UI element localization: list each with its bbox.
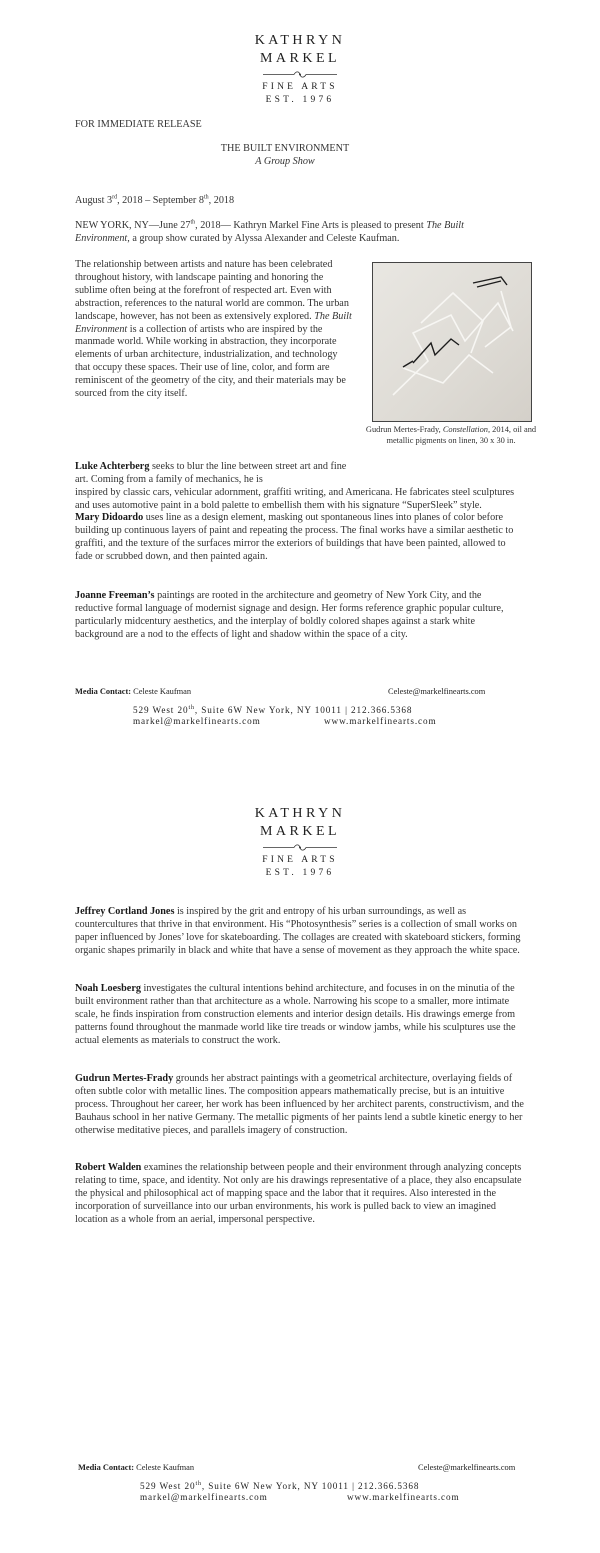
artist-name-robert: Robert Walden xyxy=(75,1162,142,1173)
intro-paragraph: NEW YORK, NY—June 27th, 2018— Kathryn Markel Fine Arts is pleased to present The Built Environment, a group show curated by Alyssa Alexander and Celeste Kaufman. xyxy=(75,219,464,244)
logo-line-fine-arts: FINE ARTS xyxy=(262,82,338,92)
gallery-website[interactable]: www.markelfinearts.com xyxy=(347,1492,460,1502)
logo-line-kathryn: KATHRYN xyxy=(254,33,346,48)
show-title-block xyxy=(0,143,570,169)
logo-flourish-icon xyxy=(263,70,337,79)
logo-line-est: EST. 1976 xyxy=(265,95,335,105)
artist-noah-loesberg: Noah Loesberg investigates the cultural intentions behind architecture, and focuses in on the minutia of the built environment rather than that architecture as a whole. Narrowing his scope to a smaller, more intimate scale, he finds inspiration from construction elements and interior design details. His drawings emerge from patterns found throughout the manmade world like tire treads or window jambs, while his sculptures use the actual elements as materials to construct the work. xyxy=(75,983,516,1046)
release-label: FOR IMMEDIATE RELEASE xyxy=(75,119,202,130)
logo-line-est: EST. 1976 xyxy=(265,868,335,878)
artist-name-mary: Mary Didoardo xyxy=(75,512,144,523)
show-dates: August 3rd, 2018 – September 8th, 2018 xyxy=(75,194,235,206)
gallery-mail[interactable]: markel@markelfinearts.com xyxy=(140,1492,268,1502)
logo-line-kathryn: KATHRYN xyxy=(254,806,346,821)
constellation-painting-icon xyxy=(373,263,531,421)
artist-name-noah: Noah Loesberg xyxy=(75,983,141,994)
artist-name-jeffrey: Jeffrey Cortland Jones xyxy=(75,906,175,917)
artist-name-luke: Luke Achterberg xyxy=(75,461,150,472)
gallery-mail[interactable]: markel@markelfinearts.com xyxy=(133,716,261,726)
artist-gudrun-mertes-frady: Gudrun Mertes-Frady grounds her abstract paintings with a geometrical architecture, overlaying fields of often subtle color with metallic lines. The composition appears mathematically precise, but is an intuitive process. Throughout her career, her work has been influenced by her architect parents, constructivism, and the Bauhaus school in her native Germany. The metallic pigments of her paints lend a subtle kinetic energy to her otherwise meditative pieces, and parallels imagery of construction. xyxy=(75,1073,524,1136)
artist-robert-walden: Robert Walden examines the relationship between people and their environment through analyzing concepts relating to time, space, and identity. Not only are his drawings representative of a place, they also encapsulate the physical and philosophical act of mapping space and the labor that it requires. Also interested in the incorporation of surveillance into our urban environments, his work is pulled back to view an imagined location as a whole from an aerial, impersonal perspective. xyxy=(75,1162,522,1225)
page-2 xyxy=(0,777,600,1553)
gallery-address: 529 West 20th, Suite 6W New York, NY 10011 | 212.366.5368 xyxy=(133,704,413,715)
nature-paragraph: The relationship between artists and nature has been celebrated throughout history, with landscape painting and honoring the sublime often being at the forefront of respected art. Even with abstraction, references to the natural world are common. The urban landscape, however, has not been as extensively explored. The Built Environment is a collection of artists who are inspired by the manmade world. While working in abstraction, they incorporate elements of urban architecture, industrialization, and technology that occupy these spaces. Their use of line, color, and form are reminiscent of the geometry of the city, and their materials may be sourced from the city itself. xyxy=(75,259,352,400)
artwork-constellation xyxy=(372,262,532,422)
media-contact: Media Contact: Celeste Kaufman xyxy=(78,1463,195,1472)
logo-flourish-icon xyxy=(263,843,337,852)
artist-name-joanne: Joanne Freeman’s xyxy=(75,590,155,601)
page-1 xyxy=(0,0,600,760)
artist-name-gudrun: Gudrun Mertes-Frady xyxy=(75,1073,174,1084)
logo-line-fine-arts: FINE ARTS xyxy=(262,855,338,865)
logo-line-markel: MARKEL xyxy=(259,51,341,66)
gallery-address: 529 West 20th, Suite 6W New York, NY 10011 | 212.366.5368 xyxy=(140,1480,420,1491)
contact-email[interactable]: Celeste@markelfinearts.com xyxy=(388,687,486,696)
gallery-logo xyxy=(0,32,600,107)
show-subtitle: A Group Show xyxy=(255,155,315,167)
media-contact: Media Contact: Celeste Kaufman xyxy=(75,687,192,696)
gallery-logo-page2 xyxy=(0,805,600,880)
artist-jeffrey-cortland-jones: Jeffrey Cortland Jones is inspired by the grit and entropy of his urban surroundings, as well as countercultures that thrive in that environment. His “Photosynthesis” series is a collection of small works on paper influenced by Jones’ love for skateboarding. The collages are created with skateboard stickers, forming organic shapes primarily in black and white that have a sense of movement as they approach the white space. xyxy=(75,906,521,956)
artist-joanne-freeman: Joanne Freeman’s paintings are rooted in the architecture and geometry of New York City, and the reductive formal language of modernist signage and design. Her forms reference graphic popular culture, particularly midcentury aesthetics, and the interplay of boldly colored shapes against a stark white background are a nod to the effects of light and shadow within the space of a city. xyxy=(75,590,504,640)
gallery-website[interactable]: www.markelfinearts.com xyxy=(324,716,437,726)
contact-email[interactable]: Celeste@markelfinearts.com xyxy=(418,1463,516,1472)
artist-mary-didoardo: Mary Didoardo uses line as a design element, masking out spontaneous lines into planes of color before building up continuous layers of paint and repeating the process. The final works have a similar aesthetic to graffiti, and the texture of the surfaces mirror the exteriors of buildings that have been painted, allowed to fade or scrubbed down, and then painted again. xyxy=(75,512,514,562)
show-title: THE BUILT ENVIRONMENT xyxy=(220,143,350,154)
artist-luke-achterberg: Luke Achterberg seeks to blur the line between street art and fine art. Coming from a family of mechanics, he is inspired by classic cars, vehicular adornment, graffiti writing, and Americana. He fabricates steel sculptures and uses automotive paint in a bold palette to embellish them with his signature “SuperSleek” style. xyxy=(75,461,515,511)
artwork-caption: Gudrun Mertes-Frady, Constellation, 2014, oil and metallic pigments on linen, 30 x 30 in. xyxy=(365,425,537,445)
logo-line-markel: MARKEL xyxy=(259,824,341,839)
